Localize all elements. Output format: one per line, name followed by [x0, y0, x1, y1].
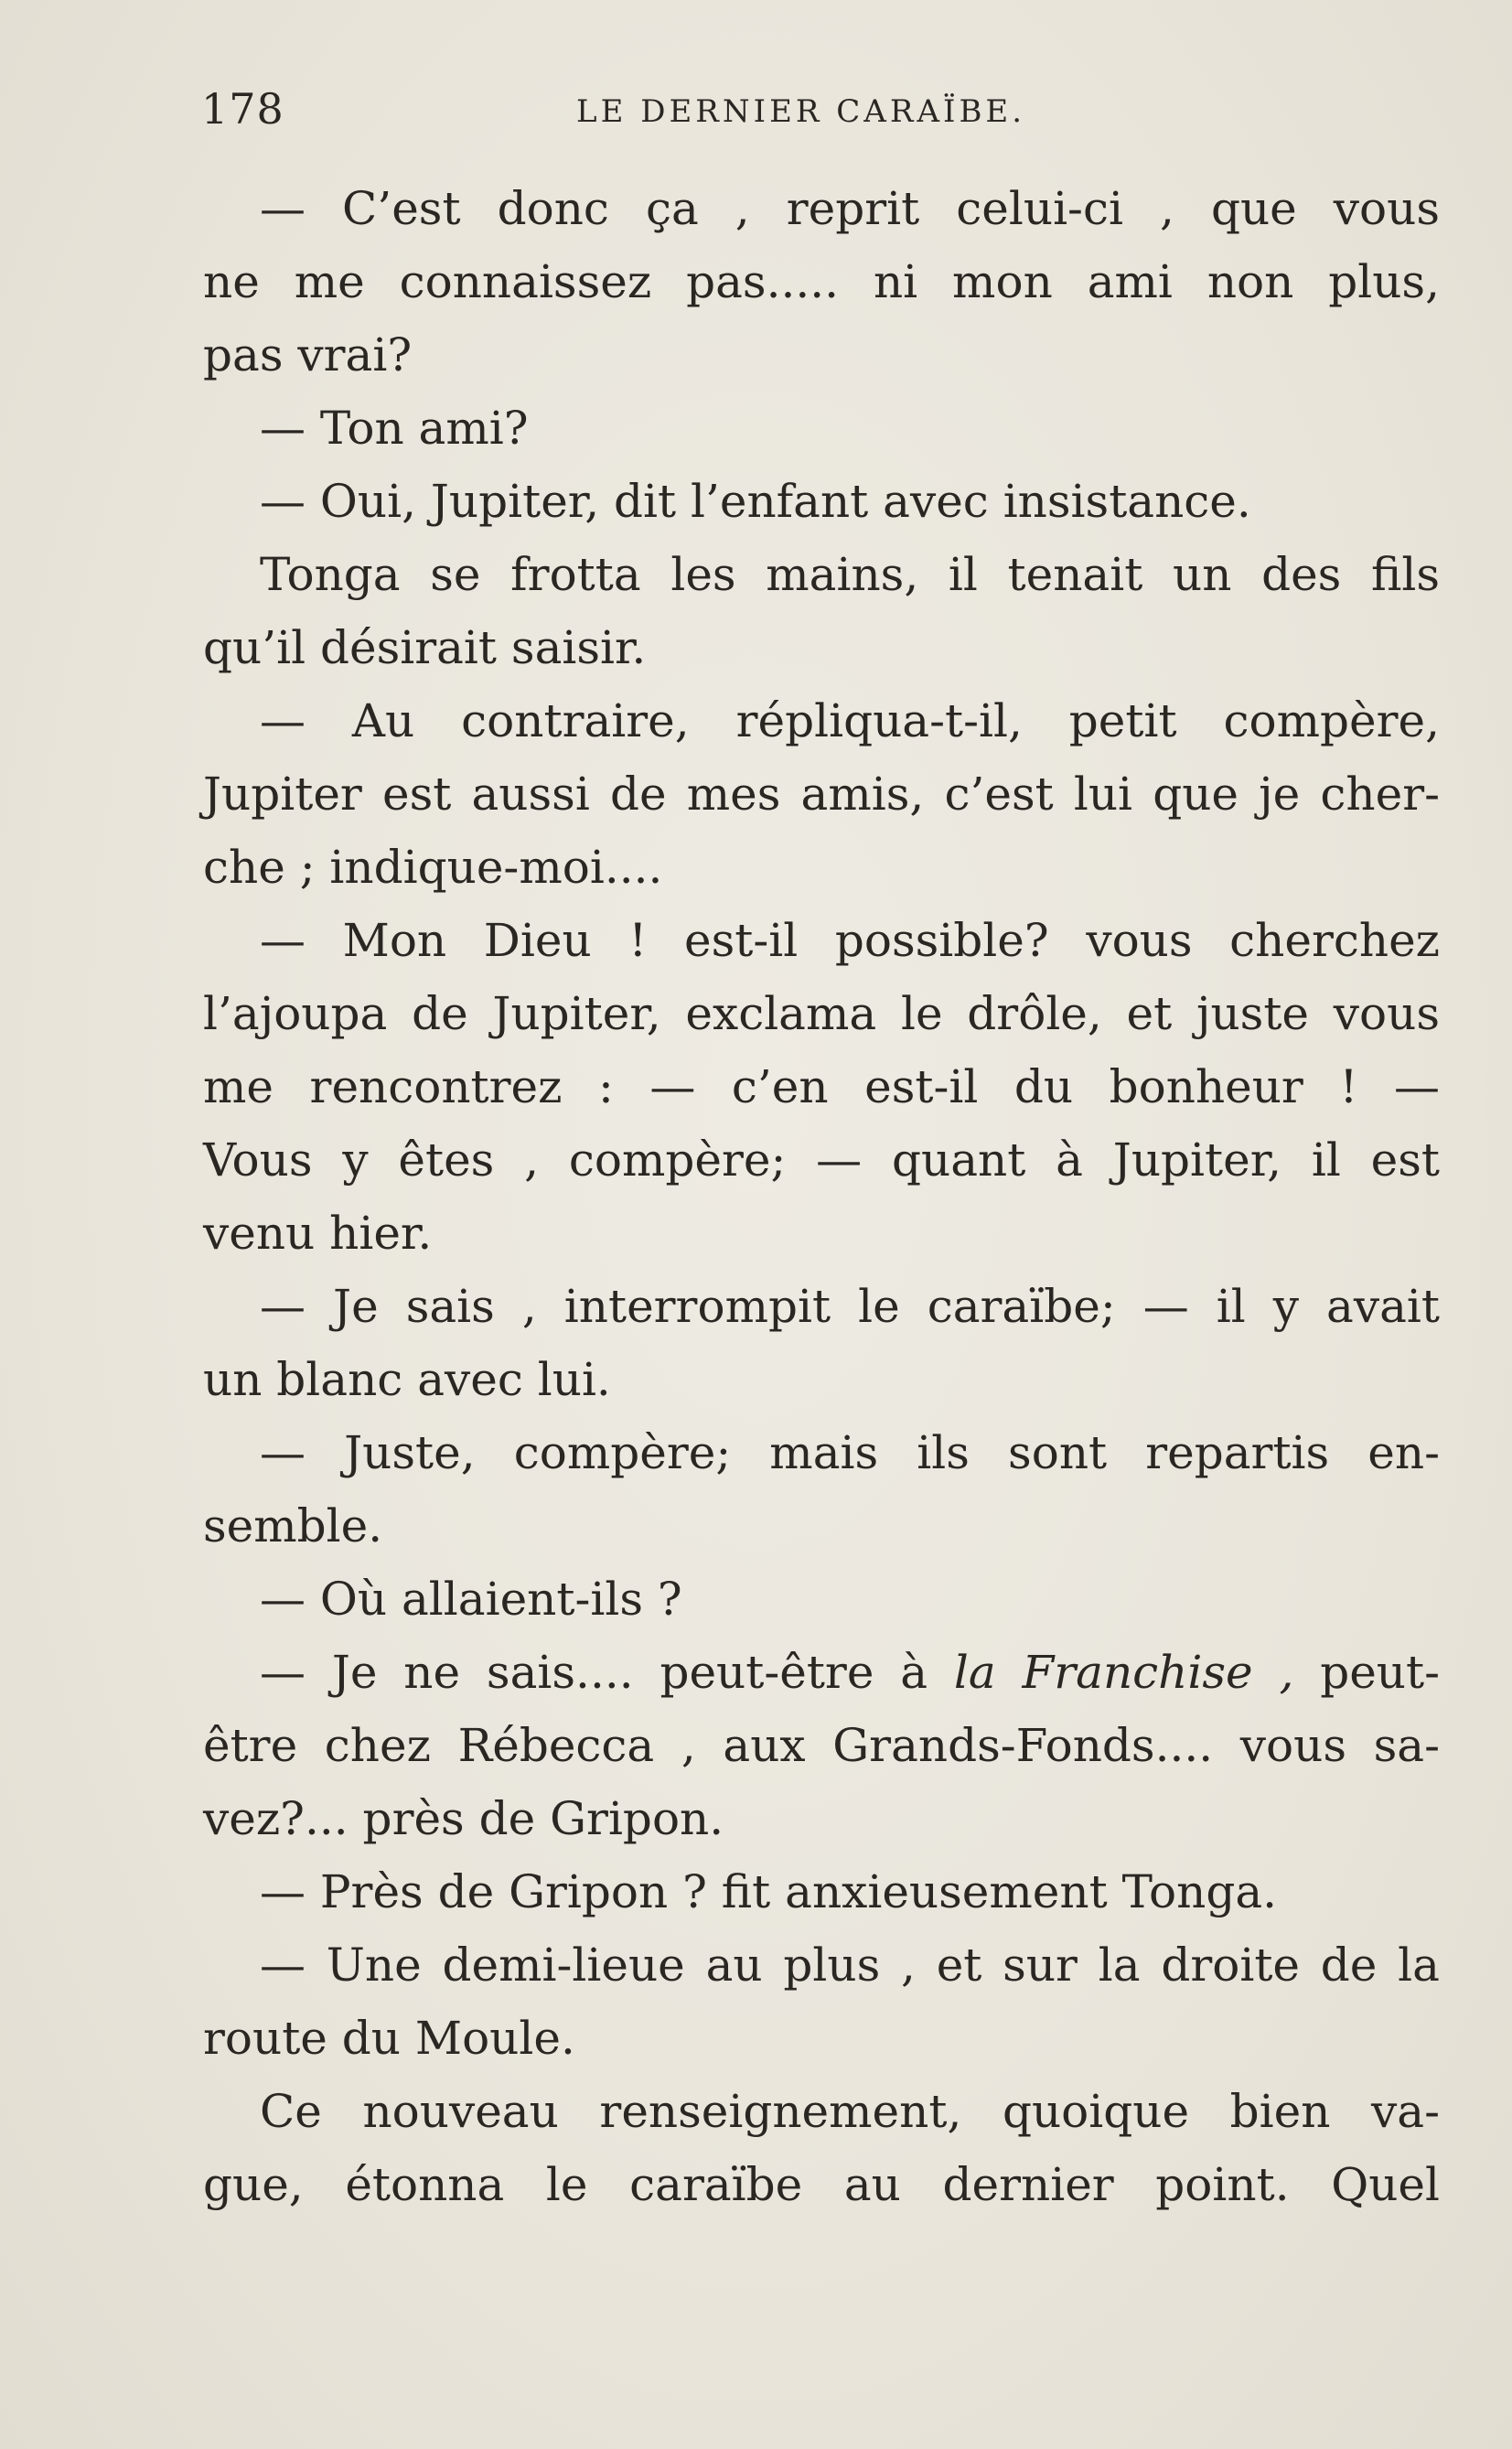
text-line: [203, 2002, 1440, 2075]
text-line-content: — Je ne sais.... peut-être à: [260, 1646, 928, 1699]
text-line-content: — C’est donc ça , reprit celui-ci , que vous: [260, 182, 1440, 235]
text-line-content: semble.: [203, 1499, 383, 1552]
text-line-content: Vous y êtes , compère; — quant à Jupiter, il est: [203, 1133, 1440, 1187]
text-line-content: Jupiter est aussi de mes amis, c’est lui que je cher-: [203, 768, 1440, 821]
text-line: [203, 1563, 1440, 1636]
text-line-content: — Mon Dieu ! est-il possible? vous cherchez: [260, 914, 1440, 967]
text-line-content: — Juste, compère; mais ils sont repartis en-: [260, 1426, 1440, 1479]
text-line: [203, 831, 1440, 904]
text-line: [203, 2148, 1440, 2221]
text-line-content: — Une demi-lieue au plus , et sur la droite de la: [260, 1939, 1440, 1992]
text-line-continuation: peut-: [1320, 1646, 1440, 1699]
text-line-content: che ; indique-moi....: [203, 841, 663, 894]
text-line: [203, 611, 1440, 684]
text-line: [203, 904, 1440, 977]
text-line: [203, 465, 1440, 538]
text-line: [203, 1928, 1440, 2002]
text-line: [203, 1343, 1440, 1416]
text-line: [203, 1197, 1440, 1270]
text-line: [203, 1416, 1440, 1489]
text-line: [203, 1050, 1440, 1123]
text-line: [203, 392, 1440, 465]
text-line-content: — Je sais , interrompit le caraïbe; — il y avait: [260, 1280, 1440, 1333]
text-line: [203, 1855, 1440, 1928]
text-line: [203, 1123, 1440, 1197]
text-line-content: — Au contraire, répliqua-t-il, petit compère,: [260, 694, 1440, 747]
page-number: 178: [201, 84, 284, 134]
text-line-content: Tonga se frotta les mains, il tenait un des fils: [260, 548, 1440, 601]
text-line: [203, 1636, 1440, 1709]
text-line-content: Ce nouveau renseignement, quoique bien va-: [260, 2085, 1440, 2138]
body-text: [203, 172, 1440, 2221]
text-line-content: — Oui, Jupiter, dit l’enfant avec insistance.: [260, 475, 1251, 528]
text-line-content: l’ajoupa de Jupiter, exclama le drôle, et juste vous: [203, 987, 1440, 1040]
text-line: [203, 684, 1440, 757]
running-title: LE DERNIER CARAÏBE.: [576, 93, 1026, 130]
text-line: [203, 245, 1440, 318]
text-line-content: venu hier.: [203, 1207, 433, 1260]
running-head: [201, 84, 1445, 139]
text-line: [203, 318, 1440, 392]
text-line: [203, 2075, 1440, 2148]
text-line-content: me rencontrez : — c’en est-il du bonheur ! —: [203, 1060, 1440, 1113]
text-line: [203, 1270, 1440, 1343]
text-line-content: un blanc avec lui.: [203, 1353, 611, 1406]
text-line-content: ne me connaissez pas..... ni mon ami non plus,: [203, 255, 1440, 308]
text-line: [203, 172, 1440, 245]
text-line-content: être chez Rébecca , aux Grands-Fonds.... vous sa-: [203, 1719, 1440, 1772]
text-line: [203, 757, 1440, 831]
italic-place-name: la Franchise ,: [953, 1646, 1294, 1699]
text-line: [203, 1489, 1440, 1563]
text-line: [203, 1709, 1440, 1782]
text-line-content: — Où allaient-ils ?: [260, 1573, 682, 1626]
text-line-content: vez?... près de Gripon.: [203, 1792, 724, 1845]
text-line-content: route du Moule.: [203, 2012, 575, 2065]
text-line-content: qu’il désirait saisir.: [203, 621, 647, 674]
text-line: [203, 1782, 1440, 1855]
text-line: [203, 977, 1440, 1050]
text-line-content: — Près de Gripon ? fit anxieusement Tonga.: [260, 1865, 1278, 1918]
text-line: [203, 538, 1440, 611]
text-line-content: — Ton ami?: [260, 402, 529, 455]
text-line-content: gue, étonna le caraïbe au dernier point. Quel: [203, 2158, 1440, 2211]
text-line-content: pas vrai?: [203, 328, 413, 381]
